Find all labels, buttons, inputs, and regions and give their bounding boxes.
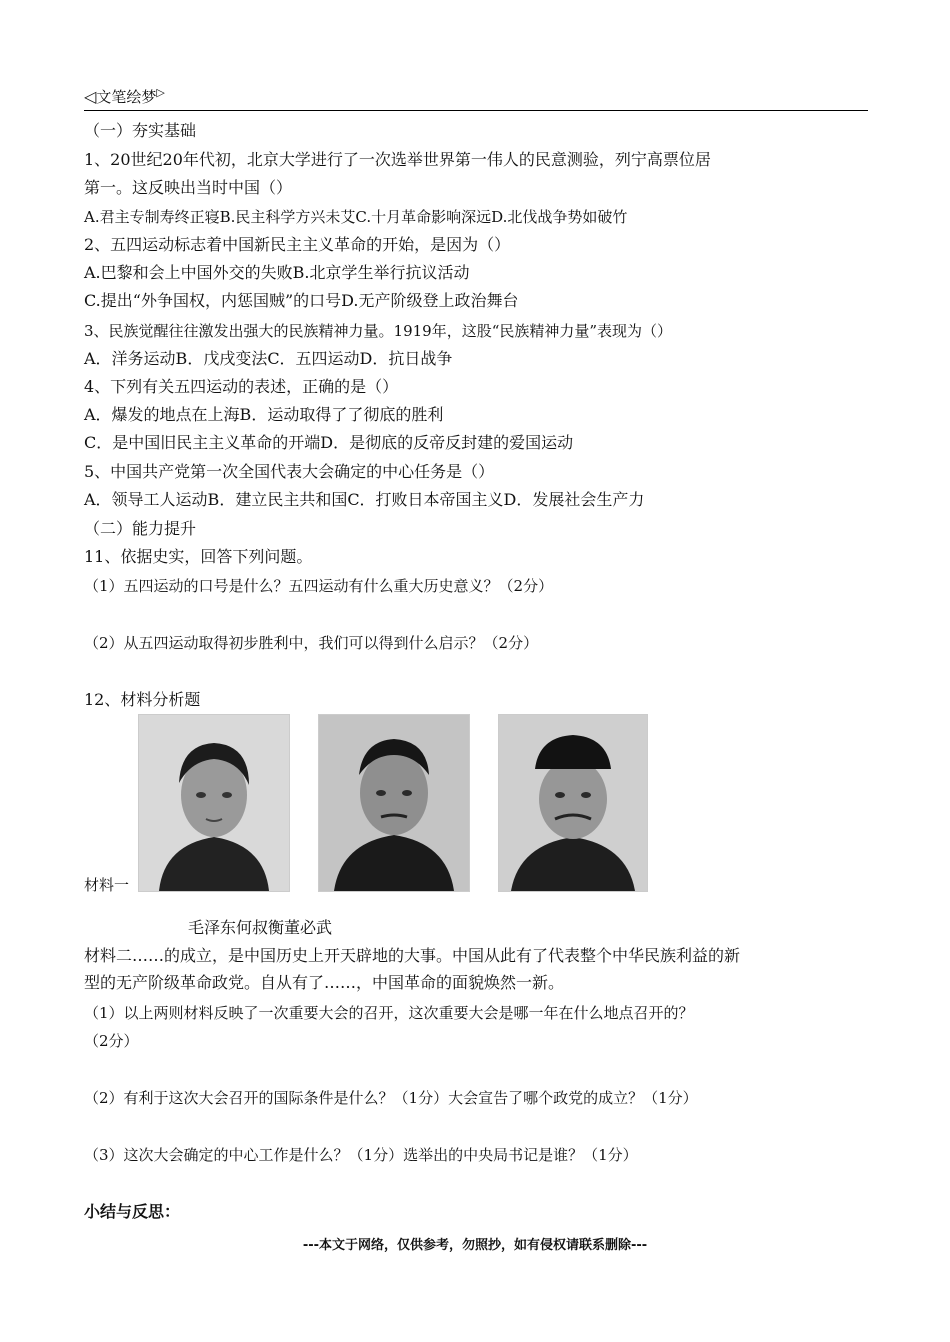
q1-stem-line2: 第一。这反映出当时中国（） xyxy=(84,178,293,197)
material2-line1: 材料二……的成立，是中国历史上开天辟地的大事。中国从此有了代表整个中华民族利益的新 xyxy=(84,946,741,965)
section-basic: （一）夯实基础 xyxy=(84,121,197,140)
q2-options-line2: C.提出“外争国权，内惩国贼”的口号D.无产阶级登上政治舞台 xyxy=(84,291,519,310)
page-header xyxy=(84,86,868,111)
portrait-photo-3 xyxy=(498,714,648,892)
q2-options-line1: A.巴黎和会上中国外交的失败B.北京学生举行抗议活动 xyxy=(84,263,470,282)
q3-stem: 3、民族觉醒往往激发出强大的民族精神力量。1919年，这股“民族精神力量”表现为（） xyxy=(84,322,673,340)
portrait-photo-2 xyxy=(318,714,470,892)
q3-options: A．洋务运动B．戊戌变法C．五四运动D．抗日战争 xyxy=(84,349,453,368)
q12-part1-line1: （1）以上两则材料反映了一次重要大会的召开，这次重要大会是哪一年在什么地点召开的？ xyxy=(84,1004,694,1022)
q12-part1-line2: （2分） xyxy=(84,1032,139,1050)
right-triangle-icon: ▷ xyxy=(156,86,165,99)
portrait-photo-1 xyxy=(138,714,290,892)
summary-heading: 小结与反思： xyxy=(84,1202,181,1221)
q12-part2: （2）有利于这次大会召开的国际条件是什么？（1分）大会宣告了哪个政党的成立？（1分） xyxy=(84,1089,698,1107)
q2-stem: 2、五四运动标志着中国新民主主义革命的开始，是因为（） xyxy=(84,235,511,254)
q11-stem: 11、依据史实，回答下列问题。 xyxy=(84,547,313,566)
section-advanced: （二）能力提升 xyxy=(84,519,197,538)
q11-part1: （1）五四运动的口号是什么？五四运动有什么重大历史意义？（2分） xyxy=(84,577,554,595)
photo-captions: 毛泽东何叔衡董必武 xyxy=(188,918,333,937)
q12-part3: （3）这次大会确定的中心工作是什么？（1分）选举出的中央局书记是谁？（1分） xyxy=(84,1146,638,1164)
header-title: 文笔绘梦 xyxy=(96,88,157,106)
q4-stem: 4、下列有关五四运动的表述，正确的是（） xyxy=(84,377,399,396)
q5-options: A．领导工人运动B．建立民主共和国C．打败日本帝国主义D．发展社会生产力 xyxy=(84,490,645,509)
q12-stem: 12、材料分析题 xyxy=(84,690,201,709)
q5-stem: 5、中国共产党第一次全国代表大会确定的中心任务是（） xyxy=(84,462,495,481)
q1-options: A.君主专制寿终正寝B.民主科学方兴未艾C.十月革命影响深远D.北伐战争势如破竹 xyxy=(84,208,628,226)
q1-stem-line1: 1、20世纪20年代初，北京大学进行了一次选举世界第一伟人的民意测验，列宁高票位居 xyxy=(84,150,711,169)
q11-part2: （2）从五四运动取得初步胜利中，我们可以得到什么启示？（2分） xyxy=(84,634,539,652)
material1-label: 材料一 xyxy=(84,876,130,894)
left-triangle-icon: ◁ xyxy=(84,87,97,106)
footer-disclaimer: ---本文于网络，仅供参考，勿照抄，如有侵权请联系删除--- xyxy=(302,1238,648,1253)
material2-line2: 型的无产阶级革命政党。自从有了……，中国革命的面貌焕然一新。 xyxy=(84,973,565,992)
q4-options-line2: C．是中国旧民主主义革命的开端D．是彻底的反帝反封建的爱国运动 xyxy=(84,433,574,452)
q4-options-line1: A．爆发的地点在上海B．运动取得了了彻底的胜利 xyxy=(84,405,444,424)
